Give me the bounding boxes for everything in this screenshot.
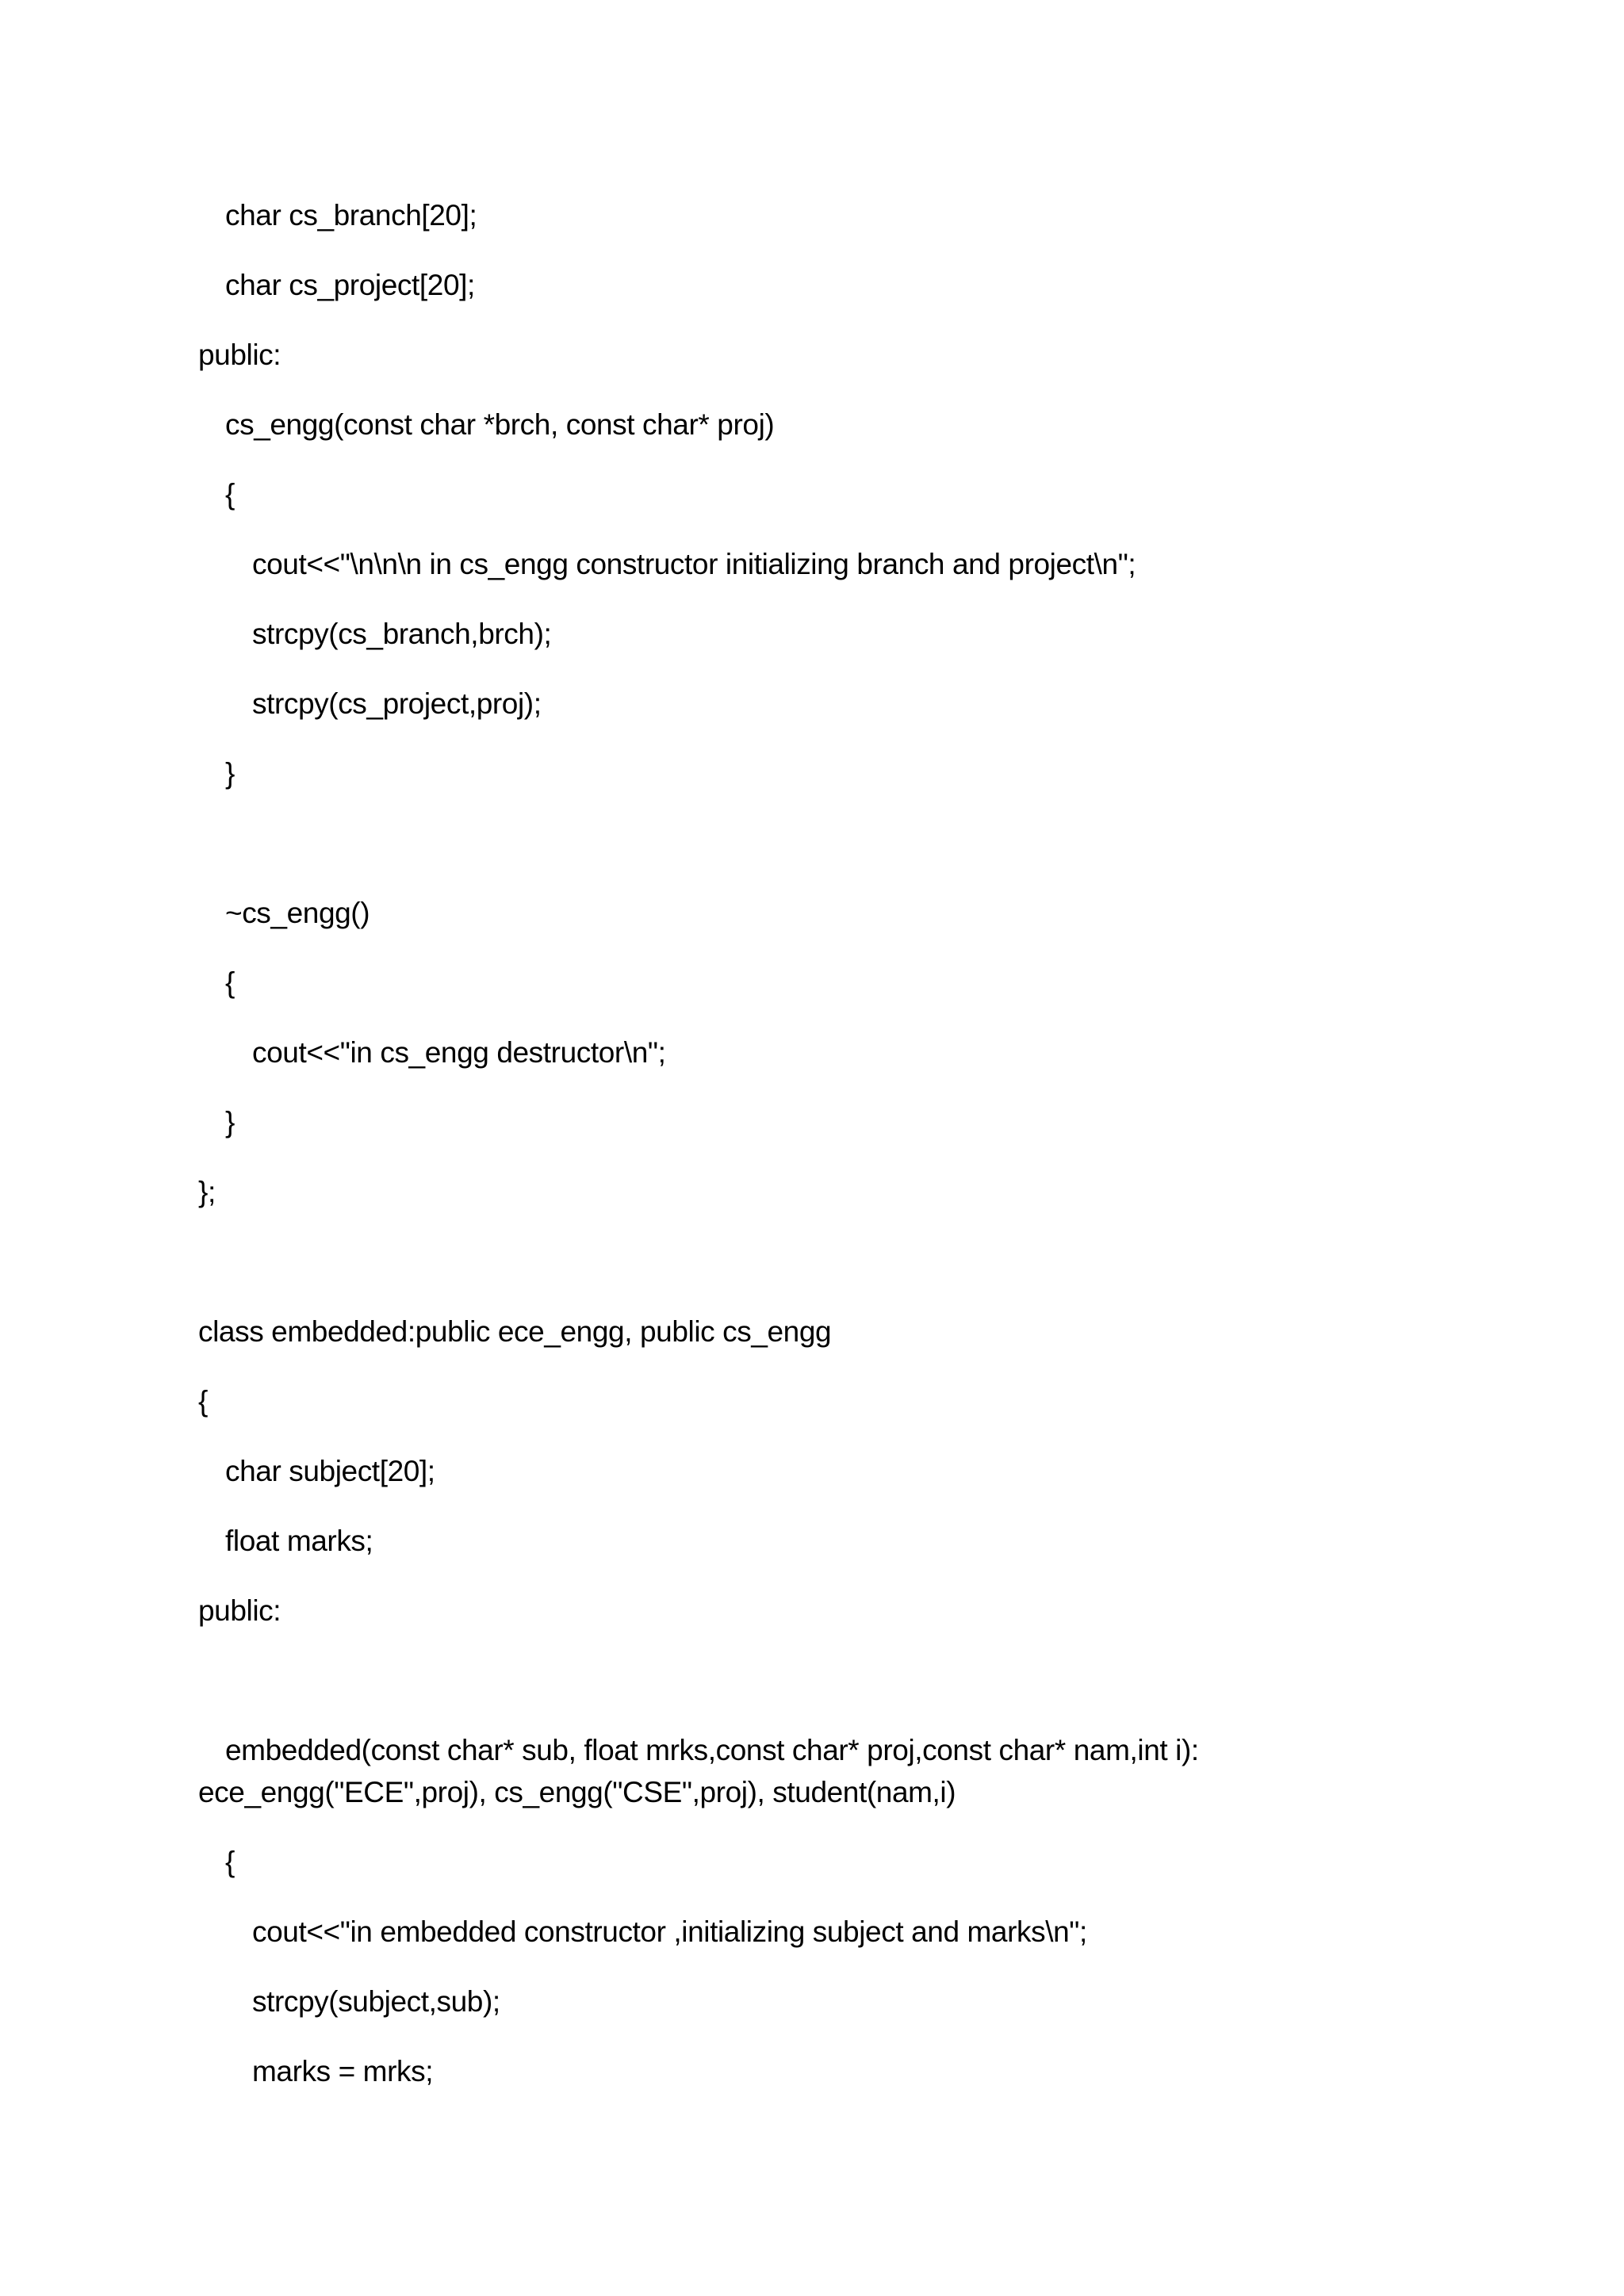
code-line: marks = mrks; bbox=[252, 2055, 434, 2087]
code-line: public: bbox=[198, 1594, 282, 1627]
code-line: }; bbox=[198, 1176, 216, 1208]
code-line: embedded(const char* sub, float mrks,const char* proj,const char* nam,int i): bbox=[225, 1734, 1199, 1766]
code-line: strcpy(cs_branch,brch); bbox=[252, 618, 552, 650]
code-line: char subject[20]; bbox=[225, 1455, 435, 1487]
code-line: } bbox=[225, 1106, 235, 1138]
code-line: { bbox=[225, 966, 235, 999]
code-line: ece_engg("ECE",proj), cs_engg("CSE",proj), student(nam,i) bbox=[198, 1776, 956, 1808]
code-line: float marks; bbox=[225, 1525, 373, 1557]
code-line: class embedded:public ece_engg, public cs_engg bbox=[198, 1315, 832, 1348]
code-line: strcpy(subject,sub); bbox=[252, 1985, 500, 2018]
code-line: { bbox=[225, 1846, 235, 1878]
code-line: } bbox=[225, 757, 235, 790]
code-line: strcpy(cs_project,proj); bbox=[252, 687, 542, 720]
code-line: { bbox=[225, 478, 235, 511]
code-line: ~cs_engg() bbox=[225, 897, 370, 929]
code-line: char cs_project[20]; bbox=[225, 269, 475, 301]
code-line: { bbox=[198, 1385, 208, 1418]
code-line: cs_engg(const char *brch, const char* proj) bbox=[225, 408, 775, 441]
code-line: public: bbox=[198, 339, 282, 371]
code-line: char cs_branch[20]; bbox=[225, 199, 477, 232]
code-line: cout<<"in cs_engg destructor\n"; bbox=[252, 1036, 666, 1069]
code-line: cout<<"\n\n\n in cs_engg constructor initializing branch and project\n"; bbox=[252, 548, 1136, 580]
code-line: cout<<"in embedded constructor ,initializing subject and marks\n"; bbox=[252, 1915, 1087, 1948]
